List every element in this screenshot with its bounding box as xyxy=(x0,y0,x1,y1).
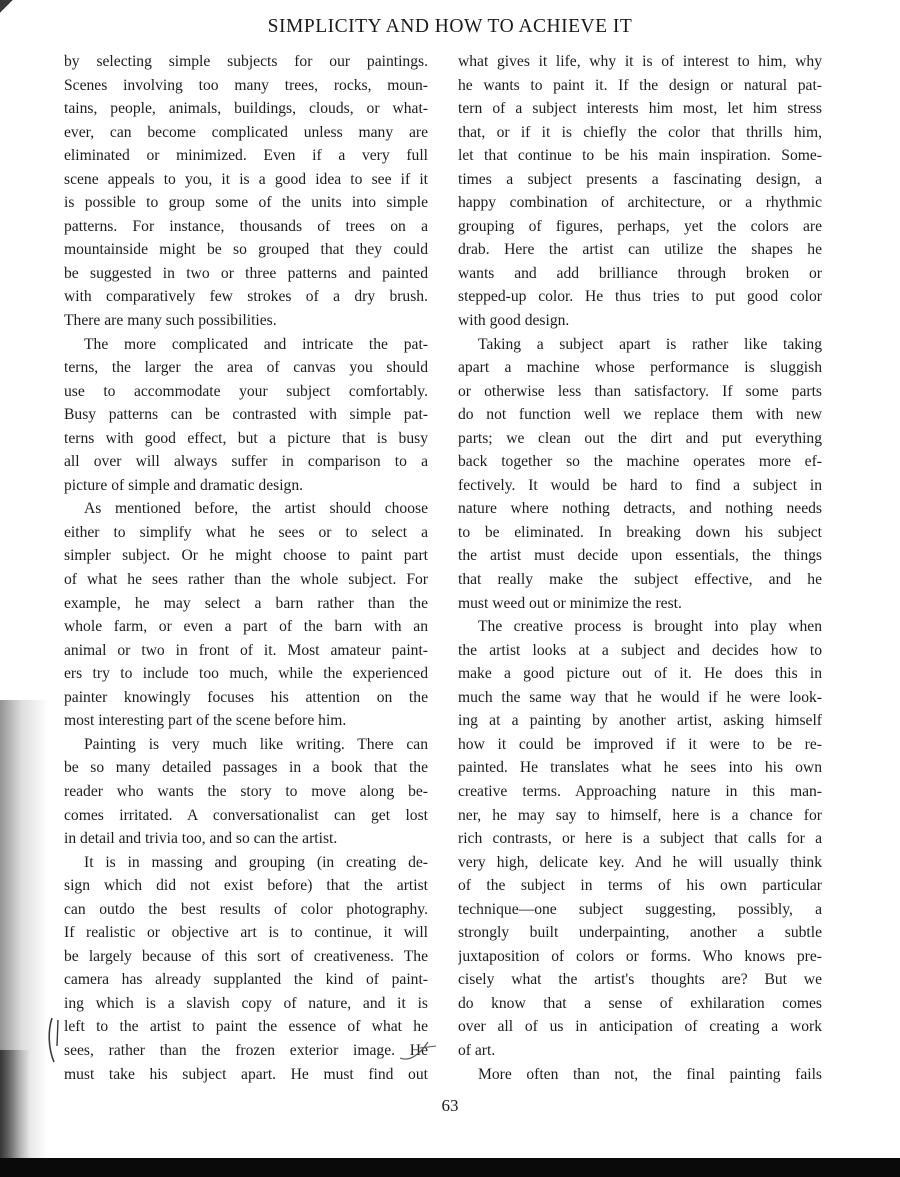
text-line: mountainside might be so grouped that they could xyxy=(64,241,428,259)
text-line: with good design. xyxy=(458,312,570,330)
text-line: the artist must decide upon essentials, the things xyxy=(458,547,822,565)
text-line: over all of us in anticipation of creating a work xyxy=(458,1018,822,1036)
text-line: technique—one subject suggesting, possibly, a xyxy=(458,900,822,918)
text-line: stepped-up color. He thus tries to put good color xyxy=(458,288,822,306)
text-line: eliminated or minimized. Even if a very full xyxy=(64,147,428,165)
text-line: If realistic or objective art is to continue, it will xyxy=(64,924,428,942)
text-line: of the subject in terms of his own particular xyxy=(458,877,822,895)
text-line: ing at a painting by another artist, asking himself xyxy=(458,712,822,730)
text-line: all over will always suffer in comparison to a xyxy=(64,453,428,471)
text-line: of art. xyxy=(458,1041,496,1059)
text-line: apart a machine whose performance is sluggish xyxy=(458,359,822,377)
text-line: ever, can become complicated unless many are xyxy=(64,123,428,141)
text-line: the artist looks at a subject and decides how to xyxy=(458,641,822,659)
scan-bottom-border xyxy=(0,1158,900,1177)
text-line: There are many such possibilities. xyxy=(64,312,277,330)
text-line: happy combination of architecture, or a rhythmic xyxy=(458,194,822,212)
text-line: cisely what the artist's thoughts are? But we xyxy=(458,971,822,989)
text-line: wants and add brilliance through broken or xyxy=(458,264,822,282)
text-line: It is in massing and grouping (in creating de- xyxy=(84,853,428,871)
text-line: ner, he may say to himself, here is a chance for xyxy=(458,806,822,824)
text-line: much the same way that he would if he were look- xyxy=(458,688,822,706)
text-line: terns, the larger the area of canvas you should xyxy=(64,359,428,377)
page-number: 63 xyxy=(441,1096,459,1115)
text-line: must weed out or minimize the rest. xyxy=(458,594,682,612)
text-line: either to simplify what he sees or to select a xyxy=(64,523,428,541)
text-line: The creative process is brought into play when xyxy=(478,618,822,636)
running-title: SIMPLICITY AND HOW TO ACHIEVE IT xyxy=(267,16,633,37)
text-line: terns with good effect, but a picture that is busy xyxy=(64,429,428,447)
text-line: most interesting part of the scene before him. xyxy=(64,712,347,730)
text-line: or otherwise less than satisfactory. If some parts xyxy=(458,382,822,400)
text-line: grouping of figures, perhaps, yet the colors are xyxy=(458,217,822,235)
text-line: left to the artist to paint the essence of what he xyxy=(64,1018,428,1036)
text-line: to be eliminated. In breaking down his subject xyxy=(458,523,822,541)
text-line: Scenes involving too many trees, rocks, moun- xyxy=(64,76,428,94)
text-line: he wants to paint it. If the design or natural pat- xyxy=(458,76,822,94)
text-line: juxtaposition of colors or forms. Who knows pre- xyxy=(458,947,822,965)
text-line: of what he sees rather than the whole subject. For xyxy=(64,571,428,589)
left-column xyxy=(64,50,428,1086)
text-line: creative terms. Approaching nature in this man- xyxy=(458,782,822,800)
text-line: nature where nothing detracts, and nothing needs xyxy=(458,500,822,518)
text-line: fectively. It would be hard to find a subject in xyxy=(458,476,822,494)
text-line: example, he may select a barn rather than the xyxy=(64,594,428,612)
text-line: patterns. For instance, thousands of trees on a xyxy=(64,217,428,235)
pencil-bracket-mark xyxy=(44,1016,68,1064)
text-line: is possible to group some of the units into simple xyxy=(64,194,428,212)
text-line: Busy patterns can be contrasted with simple pat- xyxy=(64,406,428,424)
text-line: sign which did not exist before) that the artist xyxy=(64,877,428,895)
text-line: that really make the subject effective, and he xyxy=(458,571,822,589)
text-line: camera has already supplanted the kind of paint- xyxy=(64,971,428,989)
text-line: strongly built underpainting, another a subtle xyxy=(458,924,822,942)
text-line: use to accommodate your subject comfortably. xyxy=(64,382,428,400)
text-line: scene appeals to you, it is a good idea to see if it xyxy=(64,170,428,188)
text-line: picture of simple and dramatic design. xyxy=(64,476,304,494)
text-line: must take his subject apart. He must find out xyxy=(64,1065,428,1083)
text-line: ing which is a slavish copy of nature, and it is xyxy=(64,994,428,1012)
text-line: Painting is very much like writing. There can xyxy=(84,735,428,753)
text-line: parts; we clean out the dirt and put everything xyxy=(458,429,822,447)
text-line: simpler subject. Or he might choose to paint part xyxy=(64,547,428,565)
right-column xyxy=(458,50,822,1086)
text-line: tern of a subject interests him most, let him stress xyxy=(458,100,822,118)
text-line: drab. Here the artist can utilize the shapes he xyxy=(458,241,822,259)
text-line: reader who wants the story to move along be- xyxy=(64,782,428,800)
text-line: animal or two in front of it. Most amateur paint- xyxy=(64,641,428,659)
text-line: back together so the machine operates more ef- xyxy=(458,453,822,471)
text-line: very high, delicate key. And he will usually think xyxy=(458,853,822,871)
text-line: ers try to include too much, while the experienced xyxy=(64,665,428,683)
pencil-underline-mark xyxy=(398,1036,438,1066)
text-line: let that continue to be his main inspiration. Some- xyxy=(458,147,822,165)
text-line: what gives it life, why it is of interest to him, why xyxy=(458,53,822,70)
text-line: with comparatively few strokes of a dry brush. xyxy=(64,288,428,306)
text-line: do know that a sense of exhilaration comes xyxy=(458,994,822,1012)
text-line: make a good picture out of it. He does this in xyxy=(458,665,822,683)
text-line: times a subject presents a fascinating design, a xyxy=(458,170,822,188)
text-line: tains, people, animals, buildings, clouds, or what- xyxy=(64,100,428,118)
text-line: More often than not, the final painting fails xyxy=(478,1065,822,1083)
text-line: painted. He translates what he sees into his own xyxy=(458,759,822,777)
text-line: As mentioned before, the artist should choose xyxy=(84,500,428,518)
text-line: by selecting simple subjects for our paintings. xyxy=(64,53,428,70)
text-line: painter knowingly focuses his attention on the xyxy=(64,688,428,706)
text-line: be so many detailed passages in a book that the xyxy=(64,759,428,777)
text-line: sees, rather than the frozen exterior image. He xyxy=(64,1041,428,1059)
text-line: be largely because of this sort of creativeness. The xyxy=(64,947,428,965)
text-line: whole farm, or even a part of the barn with an xyxy=(64,618,428,636)
text-line: do not function well we replace them with new xyxy=(458,406,822,424)
text-line: The more complicated and intricate the pat- xyxy=(84,335,428,353)
text-line: Taking a subject apart is rather like taking xyxy=(478,335,822,353)
scan-corner-mark xyxy=(0,0,14,14)
text-line: that, or if it is chiefly the color that thrills him, xyxy=(458,123,822,141)
text-line: rich contrasts, or here is a subject that calls for a xyxy=(458,830,822,848)
text-line: how it could be improved if it were to be re- xyxy=(458,735,822,753)
text-line: comes irritated. A conversationalist can get lost xyxy=(64,806,428,824)
text-line: can outdo the best results of color photography. xyxy=(64,900,428,918)
text-line: be suggested in two or three patterns and painted xyxy=(64,264,428,282)
text-line: in detail and trivia too, and so can the artist. xyxy=(64,830,338,848)
